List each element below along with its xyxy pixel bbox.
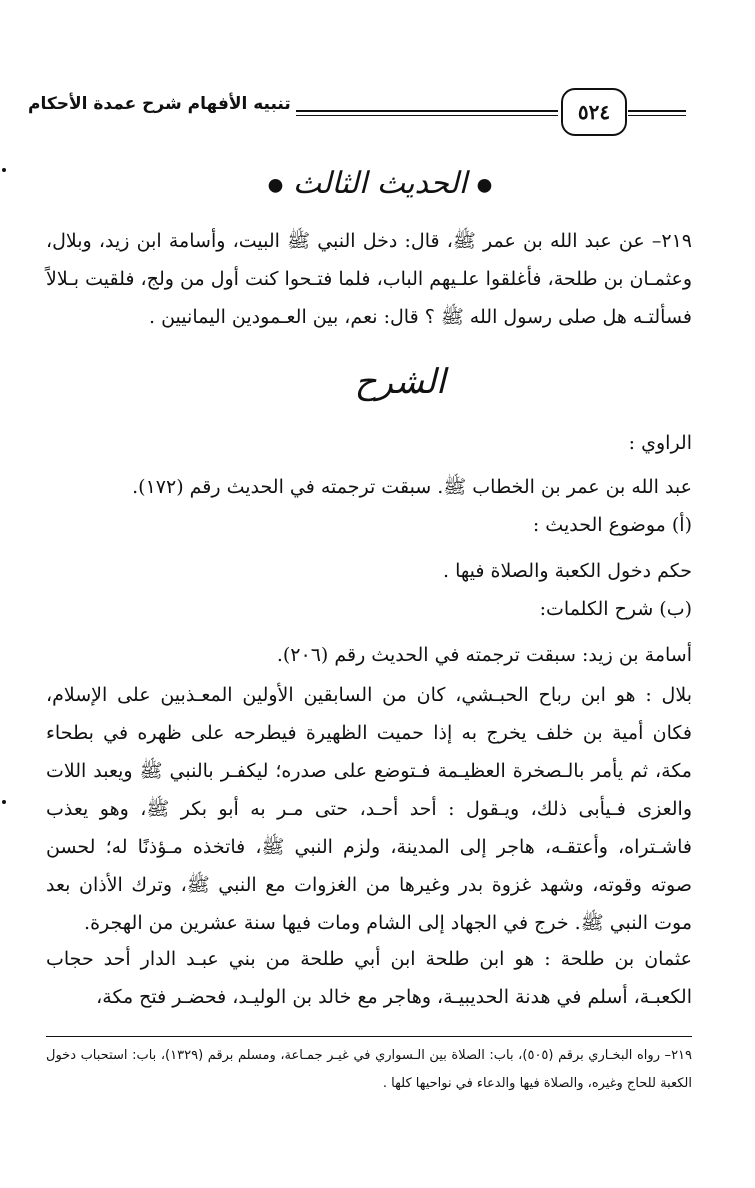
page-number: ٥٢٤: [561, 88, 627, 136]
bullet-icon: ●: [476, 174, 493, 196]
topic-heading: (أ) موضوع الحديث :: [532, 514, 692, 536]
book-title: تنبيه الأفهام شرح عمدة الأحكام: [28, 94, 291, 114]
page-header: [18, 84, 708, 136]
uthman-paragraph: عثمان بن طلحة : هو ابن طلحة ابن أبي طلحة من بني عبـد الدار أحد حجاب الكعبـة، أسلم في هدنة الحديبيـة، وهاجر مع خالد بن الوليـد، فحضـر فتح مكة،: [46, 948, 692, 1008]
hadith-heading-text: الحديث الثالث: [292, 166, 468, 201]
header-rule: [296, 110, 558, 112]
footnote-divider: [46, 1036, 692, 1037]
rawi-text: عبد الله بن عمر بن الخطاب ﷺ. سبقت ترجمته في الحديث رقم (١٧٢).: [132, 476, 692, 498]
usama-text: أسامة بن زيد: سبقت ترجمته في الحديث رقم (٢٠٦).: [276, 644, 692, 666]
header-rule: [628, 115, 686, 116]
header-rule: [296, 115, 558, 116]
header-rule: [628, 110, 686, 112]
margin-mark: [2, 800, 6, 804]
words-heading: (ب) شرح الكلمات:: [539, 598, 692, 620]
topic-text: حكم دخول الكعبة والصلاة فيها .: [443, 560, 692, 582]
rawi-heading: الراوي :: [628, 432, 692, 454]
footnote: ٢١٩– رواه البخـاري برقم (٥٠٥)، باب: الصلاة بين الـسواري في غيـر جمـاعة، ومسلم برقم (١٣٢٩)، باب: استحباب دخول الكعبة للحاج وغيره، والصلاة فيها والدعاء في نواحيها كلها .: [46, 1048, 693, 1091]
bilal-paragraph: بلال : هو ابن رباح الحبـشي، كان من السابقين الأولين المعـذبين على الإسلام، فكان أمية بن خلف يخرج به إذا حميت الظهيرة فيطرحه على ظهره في بطحاء مكة، ثم يأمر بالـصخرة العظيـمة فـتوضع على صدره؛ ليكفـر بالنبي ﷺ ويعبد اللات والعزى فـيأبى ذلك، ويـقول : أحد أحـد، حتى مـر به أبو بكر ﷺ، وهو يعذب فاشـتراه، وأعتقـه، هاجر إلى المدينة، ولزم النبي ﷺ، فاتخذه مـؤذنًا له؛ لحسن صوته وقوته، وشهد غزوة بدر وغيرها من الغزوات مع النبي ﷺ، وترك الأذان بعد موت النبي ﷺ. خرج في الجهاد إلى الشام ومات فيها سنة عشرين من الهجرة.: [46, 684, 692, 934]
sharh-heading: الشرح: [354, 362, 446, 402]
hadith-heading: [150, 166, 610, 201]
bullet-icon: ●: [267, 174, 284, 196]
margin-mark: [2, 168, 6, 172]
hadith-text: ٢١٩– عن عبد الله بن عمر ﷺ، قال: دخل النبي ﷺ البيت، وأسامة ابن زيد، وبلال، وعثمـان بن طلحة، فأغلقوا علـيهم الباب، فلما فتـحوا كنت أول من ولج، فلقيت بـلالاً فسألتـه هل صلى رسول الله ﷺ ؟ قال: نعم، بين العـمودين اليمانيين .: [46, 230, 692, 328]
